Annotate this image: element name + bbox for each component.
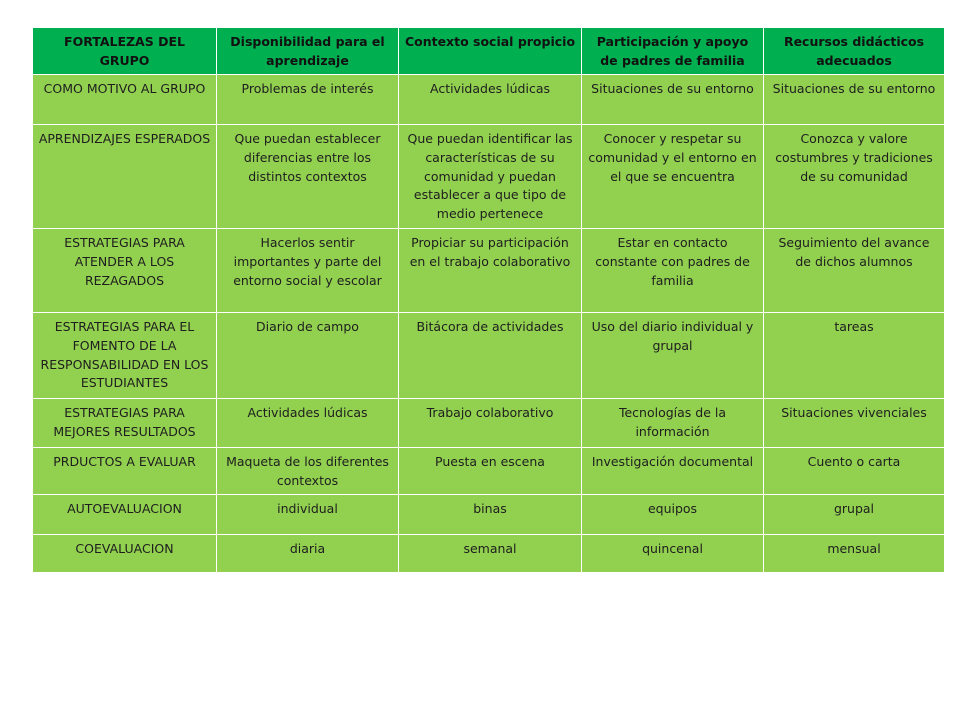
table-cell: Seguimiento del avance de dichos alumnos [764, 229, 945, 313]
table-cell: Estar en contacto constante con padres de familia [582, 229, 764, 313]
table-cell: semanal [399, 534, 582, 572]
table-cell: Situaciones de su entorno [582, 75, 764, 125]
row-label-cell: ESTRATEGIAS PARA MEJORES RESULTADOS [33, 399, 217, 448]
table-row [33, 534, 945, 572]
table-cell: grupal [764, 494, 945, 534]
table-body [33, 75, 945, 573]
table-row [33, 75, 945, 125]
table-cell: Que puedan identificar las características de su comunidad y puedan establecer a que tipo de medio pertenece [399, 125, 582, 229]
header-cell-disponibilidad: Disponibilidad para el aprendizaje [217, 28, 399, 75]
table-cell: Hacerlos sentir importantes y parte del entorno social y escolar [217, 229, 399, 313]
table-row [33, 448, 945, 495]
table-cell: diaria [217, 534, 399, 572]
row-label-cell: AUTOEVALUACION [33, 494, 217, 534]
row-label-cell: COMO MOTIVO AL GRUPO [33, 75, 217, 125]
header-cell-fortalezas: FORTALEZAS DEL GRUPO [33, 28, 217, 75]
table-row [33, 125, 945, 229]
table-cell: Cuento o carta [764, 448, 945, 495]
row-label-cell: PRDUCTOS A EVALUAR [33, 448, 217, 495]
table-cell: Tecnologías de la información [582, 399, 764, 448]
table-cell: tareas [764, 313, 945, 399]
table-cell: Actividades lúdicas [217, 399, 399, 448]
table-cell: Problemas de interés [217, 75, 399, 125]
header-cell-recursos: Recursos didácticos adecuados [764, 28, 945, 75]
table-cell: Conozca y valore costumbres y tradiciones de su comunidad [764, 125, 945, 229]
evaluation-table [32, 27, 945, 573]
table-cell: Puesta en escena [399, 448, 582, 495]
table-cell: equipos [582, 494, 764, 534]
table-cell: Uso del diario individual y grupal [582, 313, 764, 399]
table-cell: Conocer y respetar su comunidad y el entorno en el que se encuentra [582, 125, 764, 229]
table-cell: Bitácora de actividades [399, 313, 582, 399]
table-cell: mensual [764, 534, 945, 572]
table-cell: Diario de campo [217, 313, 399, 399]
table-cell: Situaciones vivenciales [764, 399, 945, 448]
table-row [33, 229, 945, 313]
row-label-cell: APRENDIZAJES ESPERADOS [33, 125, 217, 229]
table-cell: quincenal [582, 534, 764, 572]
table-cell: Propiciar su participación en el trabajo colaborativo [399, 229, 582, 313]
table-row [33, 494, 945, 534]
row-label-cell: COEVALUACION [33, 534, 217, 572]
table-cell: Maqueta de los diferentes contextos [217, 448, 399, 495]
row-label-cell: ESTRATEGIAS PARA EL FOMENTO DE LA RESPONSABILIDAD EN LOS ESTUDIANTES [33, 313, 217, 399]
table-cell: Que puedan establecer diferencias entre los distintos contextos [217, 125, 399, 229]
table-header [33, 28, 945, 75]
header-cell-contexto: Contexto social propicio [399, 28, 582, 75]
header-cell-participacion: Participación y apoyo de padres de familia [582, 28, 764, 75]
table-cell: Situaciones de su entorno [764, 75, 945, 125]
table-cell: individual [217, 494, 399, 534]
table-row [33, 399, 945, 448]
table-cell: Trabajo colaborativo [399, 399, 582, 448]
row-label-cell: ESTRATEGIAS PARA ATENDER A LOS REZAGADOS [33, 229, 217, 313]
table-cell: Actividades lúdicas [399, 75, 582, 125]
table-row [33, 313, 945, 399]
header-row [33, 28, 945, 75]
table-cell: binas [399, 494, 582, 534]
table-cell: Investigación documental [582, 448, 764, 495]
